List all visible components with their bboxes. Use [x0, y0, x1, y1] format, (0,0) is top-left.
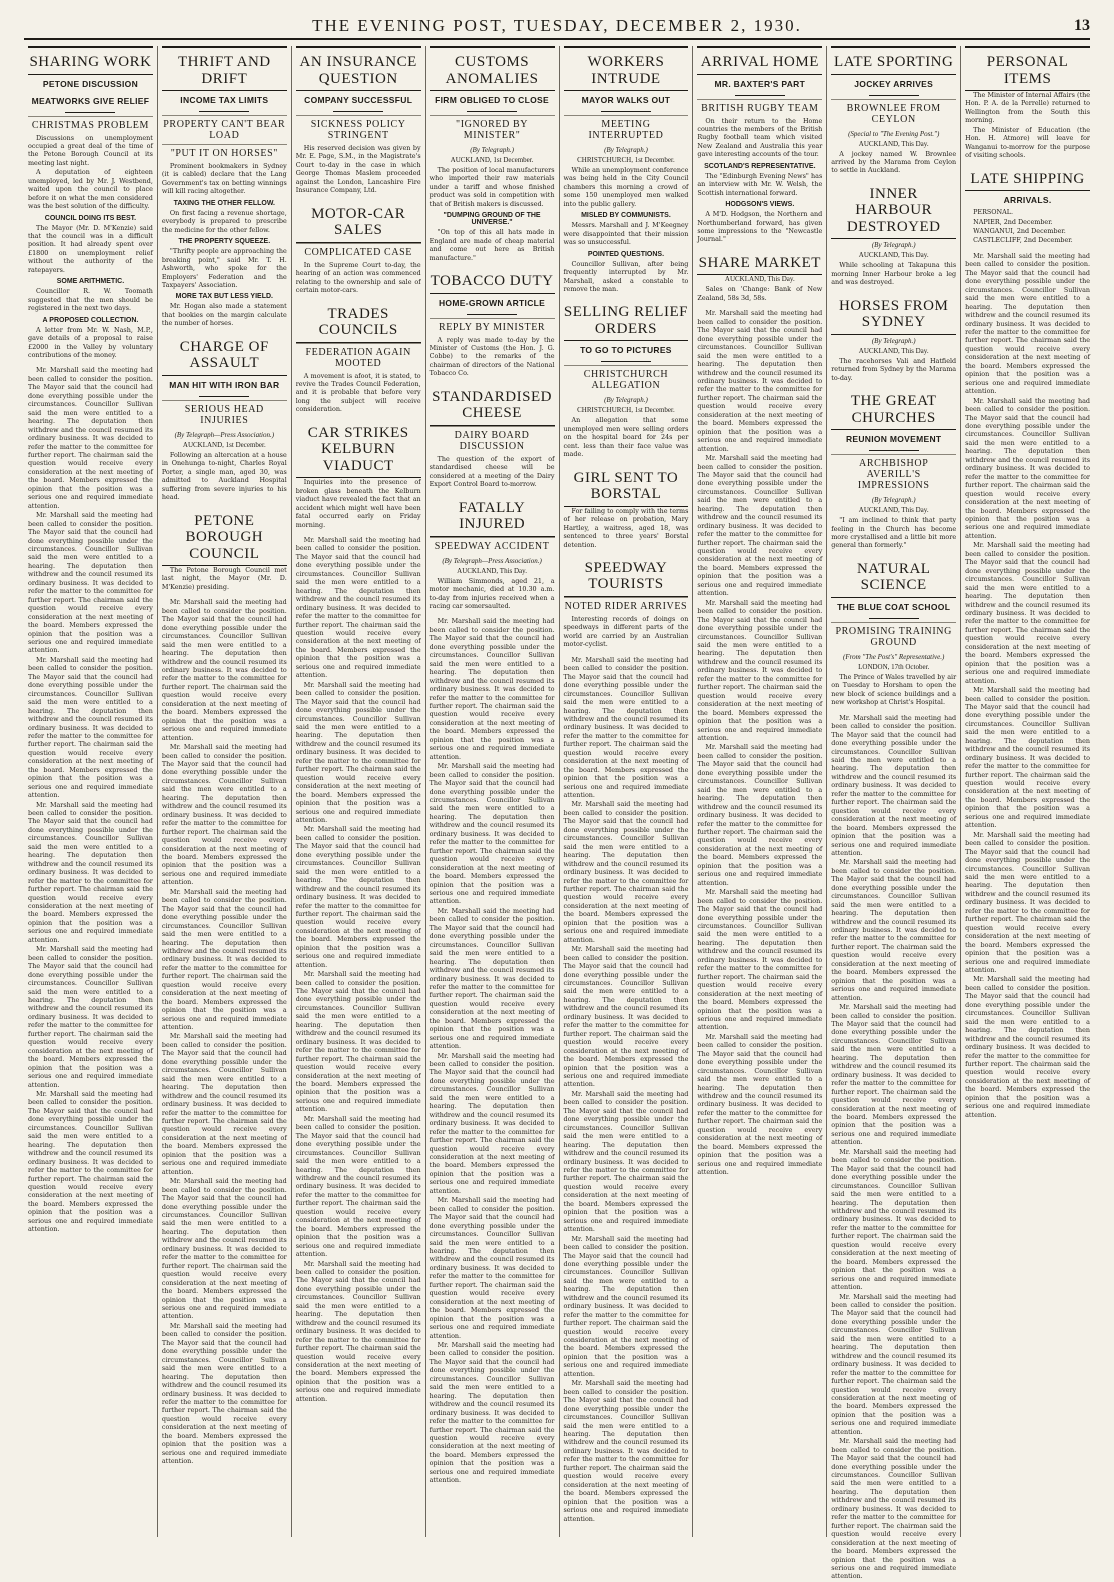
article-dateline: AUCKLAND, This Day.: [858, 139, 929, 148]
body-paragraph: Mr. Marshall said the meeting had been called to consider the position. The Mayor said that the council had done everything possible under the circumstances. Councillor Sullivan said the men were entitled to a hearing. The deputation then withdrew and the council resumed its ordinary business. It was decided to refer the matter to the committee for further report. The chairman said the question would receive every consideration at the next meeting of the board. Members expressed the opinion that the position was a serious one and required immediate attention.: [697, 309, 823, 453]
article-byline: (By Telegraph.): [871, 336, 916, 345]
article: [831, 389, 956, 551]
article: [831, 46, 956, 176]
divider: [199, 396, 249, 397]
article-paragraph: Councillor R. W. Toomath suggested that the men should be registered in the next two days.: [28, 287, 153, 313]
article: [697, 46, 822, 245]
article-paragraph: "On top of this all hats made in England are made of cheap material and come out here as British manufacture.": [429, 228, 555, 262]
article-paragraph: Inquiries into the presence of broken glass beneath the Kelburn viaduct have revealed the fact that an accident which might well have been fatal occurred early on Friday morning.: [295, 478, 421, 529]
divider: [601, 111, 651, 112]
article: [162, 335, 287, 503]
column-body-text: [296, 536, 421, 1537]
article: [965, 46, 1090, 161]
article: [831, 294, 956, 383]
body-paragraph: Mr. Marshall said the meeting had been called to consider the position. The Mayor said that the council had done everything possible under the circumstances. Councillor Sullivan said the men were entitled to a hearing. The deputation then withdrew and the council resumed its ordinary business. It was decided to refer the matter to the committee for further report. The chairman said the question would receive every consideration at the next meeting of the board. Members expressed the opinion that the position was a serious one and required immediate attention.: [429, 1196, 555, 1340]
column-body-text: [430, 617, 555, 1537]
divider: [601, 361, 651, 362]
article-subhead: REUNION MOVEMENT: [845, 434, 942, 445]
body-paragraph: Mr. Marshall said the meeting had been called to consider the position. The Mayor said that the council had done everything possible under the circumstances. Councillor Sullivan said the men were entitled to a hearing. The deputation then withdrew and the council resumed its ordinary business. It was decided to refer the matter to the committee for further report. The chairman said the question would receive every consideration at the next meeting of the board. Members expressed the opinion that the position was a serious one and required immediate attention.: [831, 1437, 957, 1581]
article: [564, 466, 689, 550]
body-paragraph: Mr. Marshall said the meeting had been called to consider the position. The Mayor said that the council had done everything possible under the circumstances. Councillor Sullivan said the men were entitled to a hearing. The deputation then withdrew and the council resumed its ordinary business. It was decided to refer the matter to the committee for further report. The chairman said the question would receive every consideration at the next meeting of the board. Members expressed the opinion that the position was a serious one and required immediate attention.: [28, 511, 153, 655]
article-paragraph: The Mayor (Mr. D. M'Kenzie) said that the council was in a difficult position. It had already spent over £1800 on unemployment relief without the authority of the ratepayers.: [28, 223, 153, 274]
article: [430, 496, 555, 612]
article-subhead: MR. BAXTER'S PART: [714, 78, 806, 89]
article-dateline: CHRISTCHURCH, 1st December.: [577, 406, 675, 415]
article: [831, 182, 956, 288]
article-paragraph: Prominent bookmakers in Sydney (it is cabled) declare that the Lang Government's tax on betting winnings will kill racing altogether.: [161, 162, 287, 196]
body-paragraph: Mr. Marshall said the meeting had been called to consider the position. The Mayor said that the council had done everything possible under the circumstances. Councillor Sullivan said the men were entitled to a hearing. The deputation then withdrew and the council resumed its ordinary business. It was decided to refer the matter to the committee for further report. The chairman said the question would receive every consideration at the next meeting of the board. Members expressed the opinion that the position was a serious one and required immediate attention.: [28, 945, 153, 1089]
article-deck: MEETING INTERRUPTED: [564, 115, 689, 144]
article-headline: SHARE MARKET: [697, 251, 822, 276]
body-paragraph: Mr. Marshall said the meeting had been called to consider the position. The Mayor said that the council had done everything possible under the circumstances. Councillor Sullivan said the men were entitled to a hearing. The deputation then withdrew and the council resumed its ordinary business. It was decided to refer the matter to the committee for further report. The chairman said the question would receive every consideration at the next meeting of the board. Members expressed the opinion that the position was a serious one and required immediate attention.: [831, 858, 957, 1002]
article-byline: (By Telegraph—Press Association.): [174, 430, 275, 439]
body-paragraph: Mr. Marshall said the meeting had been called to consider the position. The Mayor said that the council had done everything possible under the circumstances. Councillor Sullivan said the men were entitled to a hearing. The deputation then withdrew and the council resumed its ordinary business. It was decided to refer the matter to the committee for further report. The chairman said the question would receive every consideration at the next meeting of the board. Members expressed the opinion that the position was a serious one and required immediate attention.: [563, 1234, 689, 1378]
article-dateline: AUCKLAND, 1st December.: [182, 440, 266, 449]
article-byline: (Special to "The Evening Post."): [848, 129, 940, 138]
article-paragraph: While schooling at Takapuna this morning Inner Harbour broke a leg and was destroyed.: [831, 261, 957, 287]
article-headline: ARRIVAL HOME: [697, 46, 822, 75]
article-deck: PROPERTY CAN'T BEAR LOAD: [162, 115, 287, 144]
body-paragraph: Mr. Marshall said the meeting had been called to consider the position. The Mayor said that the council had done everything possible under the circumstances. Councillor Sullivan said the men were entitled to a hearing. The deputation then withdrew and the council resumed its ordinary business. It was decided to refer the matter to the committee for further report. The chairman said the question would receive every consideration at the next meeting of the board. Members expressed the opinion that the position was a serious one and required immediate attention.: [965, 251, 1090, 396]
article-paragraph: Following an altercation at a house in Onehunga to-night, Charles Royal Porter, a single man, aged 30, was admitted to Auckland Hospital suffering from severe injuries to his head.: [161, 450, 287, 502]
body-paragraph: Mr. Marshall said the meeting had been called to consider the position. The Mayor said that the council had done everything possible under the circumstances. Councillor Sullivan said the men were entitled to a hearing. The deputation then withdrew and the council resumed its ordinary business. It was decided to refer the matter to the committee for further report. The chairman said the question would receive every consideration at the next meeting of the board. Members expressed the opinion that the position was a serious one and required immediate attention.: [429, 906, 555, 1051]
article-paragraph: Mr. Hogan also made a statement that bookies on the margin calculate the number of horses.: [161, 302, 287, 328]
article-subhead: PETONE DISCUSSION: [42, 78, 139, 89]
article-headline: INNER HARBOUR DESTROYED: [831, 182, 956, 240]
article-deck: BRITISH RUGBY TEAM: [697, 99, 822, 117]
article-headline: TRADES COUNCILS: [296, 302, 421, 343]
article-headline: CAR STRIKES KELBURN VIADUCT: [296, 421, 421, 479]
section-title: HODGSON'S VIEWS.: [725, 201, 795, 209]
article: [564, 556, 689, 650]
divider: [333, 111, 383, 112]
column-body-text: [28, 366, 153, 1537]
article: [697, 251, 822, 303]
article-paragraph: The Prince of Wales travelled by air on Tuesday to Horsham to open the new block of science buildings and a new workshop at Christ's Hospital.: [831, 672, 957, 707]
article-deck: NOTED RIDER ARRIVES: [564, 597, 689, 615]
article-paragraph: Councillor Sullivan, after being frequently interrupted by Mr. Marshall, asked a constable to remove the man.: [563, 259, 689, 293]
article-headline: CUSTOMS ANOMALIES: [430, 46, 555, 91]
section-title: MORE TAX BUT LESS YIELD.: [175, 293, 273, 301]
body-paragraph: Mr. Marshall said the meeting had been called to consider the position. The Mayor said that the council had done everything possible under the circumstances. Councillor Sullivan said the men were entitled to a hearing. The deputation then withdrew and the council resumed its ordinary business. It was decided to refer the matter to the committee for further report. The chairman said the question would receive every consideration at the next meeting of the board. Members expressed the opinion that the position was a serious one and required immediate attention.: [831, 1147, 957, 1292]
article-byline: (By Telegraph.): [604, 146, 648, 154]
section-title: TAXING THE OTHER FELLOW.: [173, 199, 275, 207]
article-deck: CHRISTMAS PROBLEM: [28, 116, 153, 134]
article-headline: SHARING WORK: [28, 46, 153, 75]
article-paragraph: The Minister of Internal Affairs (the Hon. P. A. de la Perrelle) returned to Wellington from the South this morning.: [965, 91, 1090, 125]
article-paragraph: A M'D. Hodgson, the Northern and Northumberland forward, has given some impressions to the "Newcastle Journal.": [697, 210, 823, 244]
article-headline: SELLING RELIEF ORDERS: [564, 300, 689, 341]
article-byline: (By Telegraph.): [470, 146, 514, 154]
article-deck: ARCHBISHOP AVERILL'S IMPRESSIONS: [831, 454, 956, 494]
section-title: POINTED QUESTIONS.: [587, 250, 665, 258]
article: [162, 509, 287, 593]
body-paragraph: Mr. Marshall said the meeting had been called to consider the position. The Mayor said that the council had done everything possible under the circumstances. Councillor Sullivan said the men were entitled to a hearing. The deputation then withdrew and the council resumed its ordinary business. It was decided to refer the matter to the committee for further report. The chairman said the question would receive every consideration at the next meeting of the board. Members expressed the opinion that the position was a serious one and required immediate attention.: [28, 366, 153, 510]
article-paragraph: The position of local manufacturers who imported their raw materials under a tariff and whose finished product was sold in competition with that of British makers is discussed.: [429, 166, 555, 208]
body-paragraph: Mr. Marshall said the meeting had been called to consider the position. The Mayor said that the council had done everything possible under the circumstances. Councillor Sullivan said the men were entitled to a hearing. The deputation then withdrew and the council resumed its ordinary business. It was decided to refer the matter to the committee for further report. The chairman said the question would receive every consideration at the next meeting of the board. Members expressed the opinion that the position was a serious one and required immediate attention.: [161, 598, 287, 742]
article-paragraph: A deputation of eighteen unemployed, led by Mr. J. Westbend, waited upon the council to place before it on what the men considered was the best solution of the difficulty.: [28, 168, 153, 211]
body-paragraph: Mr. Marshall said the meeting had been called to consider the position. The Mayor said that the council had done everything possible under the circumstances. Councillor Sullivan said the men were entitled to a hearing. The deputation then withdrew and the council resumed its ordinary business. It was decided to refer the matter to the committee for further report. The chairman said the question would receive every consideration at the next meeting of the board. Members expressed the opinion that the position was a serious one and required immediate attention.: [831, 1292, 957, 1436]
article-subhead: THE BLUE COAT SCHOOL: [837, 601, 951, 612]
article-paragraph: The Petone Borough Council met last night, the Mayor (Mr. D. M'Kenzie) presiding.: [161, 566, 287, 591]
body-paragraph: Mr. Marshall said the meeting had been called to consider the position. The Mayor said that the council had done everything possible under the circumstances. Councillor Sullivan said the men were entitled to a hearing. The deputation then withdrew and the council resumed its ordinary business. It was decided to refer the matter to the committee for further report. The chairman said the question would receive every consideration at the next meeting of the board. Members expressed the opinion that the position was a serious one and required immediate attention.: [429, 1340, 555, 1485]
article-paragraph: A letter from Mr. W. Nash, M.P., gave details of a proposal to raise £2000 in the Valley by voluntary contributions of the money.: [28, 325, 153, 360]
article-headline: LATE SPORTING: [831, 46, 956, 75]
column-4: [426, 46, 560, 1537]
body-paragraph: Mr. Marshall said the meeting had been called to consider the position. The Mayor said that the council had done everything possible under the circumstances. Councillor Sullivan said the men were entitled to a hearing. The deputation then withdrew and the council resumed its ordinary business. It was decided to refer the matter to the committee for further report. The chairman said the question would receive every consideration at the next meeting of the board. Members expressed the opinion that the position was a serious one and required immediate attention.: [965, 975, 1090, 1119]
column-body-text: [831, 714, 956, 1582]
article-paragraph: WANGANUI, 2nd December.: [973, 227, 1066, 236]
body-paragraph: Mr. Marshall said the meeting had been called to consider the position. The Mayor said that the council had done everything possible under the circumstances. Councillor Sullivan said the men were entitled to a hearing. The deputation then withdrew and the council resumed its ordinary business. It was decided to refer the matter to the committee for further report. The chairman said the question would receive every consideration at the next meeting of the board. Members expressed the opinion that the position was a serious one and required immediate attention.: [28, 655, 153, 800]
column-8: [961, 46, 1094, 1537]
article-dateline: AUCKLAND, This Day.: [724, 275, 795, 284]
body-paragraph: Mr. Marshall said the meeting had been called to consider the position. The Mayor said that the council had done everything possible under the circumstances. Councillor Sullivan said the men were entitled to a hearing. The deputation then withdrew and the council resumed its ordinary business. It was decided to refer the matter to the committee for further report. The chairman said the question would receive every consideration at the next meeting of the board. Members expressed the opinion that the position was a serious one and required immediate attention.: [697, 888, 823, 1032]
divider: [65, 112, 115, 113]
section-title: COUNCIL DOING ITS BEST.: [44, 214, 137, 222]
article: [296, 46, 421, 196]
article-paragraph: A reply was made to-day by the Minister of Customs (the Hon. J. G. Cobbe) to the remarks of the chairman of directors of the National Tobacco Co.: [429, 335, 555, 378]
body-paragraph: Mr. Marshall said the meeting had been called to consider the position. The Mayor said that the council had done everything possible under the circumstances. Councillor Sullivan said the men were entitled to a hearing. The deputation then withdrew and the council resumed its ordinary business. It was decided to refer the matter to the committee for further report. The chairman said the question would receive every consideration at the next meeting of the board. Members expressed the opinion that the position was a serious one and required immediate attention.: [429, 1051, 555, 1195]
article: [965, 167, 1090, 246]
section-title: SCOTLAND'S REPRESENTATIVE.: [704, 162, 816, 170]
body-paragraph: Mr. Marshall said the meeting had been called to consider the position. The Mayor said that the council had done everything possible under the circumstances. Councillor Sullivan said the men were entitled to a hearing. The deputation then withdrew and the council resumed its ordinary business. It was decided to refer the matter to the committee for further report. The chairman said the question would receive every consideration at the next meeting of the board. Members expressed the opinion that the position was a serious one and required immediate attention.: [831, 713, 957, 857]
article-byline: (From "The Post's" Representative.): [843, 652, 945, 661]
column-body-text: [162, 598, 287, 1537]
body-paragraph: Mr. Marshall said the meeting had been called to consider the position. The Mayor said that the council had done everything possible under the circumstances. Councillor Sullivan said the men were entitled to a hearing. The deputation then withdrew and the council resumed its ordinary business. It was decided to refer the matter to the committee for further report. The chairman said the question would receive every consideration at the next meeting of the board. Members expressed the opinion that the position was a serious one and required immediate attention.: [563, 800, 689, 944]
article-paragraph: The racehorses Vali and Hatfield returned from Sydney by the Marama to-day.: [831, 356, 957, 382]
article-byline: (By Telegraph—Press Association.): [442, 556, 542, 565]
article-subhead: MEATWORKS GIVE RELIEF: [31, 95, 150, 106]
section-title: "DUMPING GROUND OF THE UNIVERSE.": [443, 212, 541, 227]
article-deck: REPLY BY MINISTER: [430, 318, 555, 336]
article-paragraph: Messrs. Marshall and J. M'Keegney were disappointed that their mission was so unsuccessful.: [563, 221, 689, 247]
article-headline: AN INSURANCE QUESTION: [296, 46, 421, 91]
body-paragraph: Mr. Marshall said the meeting had been called to consider the position. The Mayor said that the council had done everything possible under the circumstances. Councillor Sullivan said the men were entitled to a hearing. The deputation then withdrew and the council resumed its ordinary business. It was decided to refer the matter to the committee for further report. The chairman said the question would receive every consideration at the next meeting of the board. Members expressed the opinion that the position was a serious one and required immediate attention.: [295, 536, 421, 680]
article-paragraph: On first facing a revenue shortage, everybody is prepared to prescribe the medicine for the other fellow.: [161, 208, 287, 234]
divider: [735, 95, 785, 96]
section-title: A PROPOSED COLLECTION.: [42, 316, 139, 324]
body-paragraph: Mr. Marshall said the meeting had been called to consider the position. The Mayor said that the council had done everything possible under the circumstances. Councillor Sullivan said the men were entitled to a hearing. The deputation then withdrew and the council resumed its ordinary business. It was decided to refer the matter to the committee for further report. The chairman said the question would receive every consideration at the next meeting of the board. Members expressed the opinion that the position was a serious one and required immediate attention.: [563, 945, 689, 1089]
article-headline: NATURAL SCIENCE: [831, 557, 956, 598]
column-7: [827, 46, 961, 1581]
body-paragraph: Mr. Marshall said the meeting had been called to consider the position. The Mayor said that the council had done everything possible under the circumstances. Councillor Sullivan said the men were entitled to a hearing. The deputation then withdrew and the council resumed its ordinary business. It was decided to refer the matter to the committee for further report. The chairman said the question would receive every consideration at the next meeting of the board. Members expressed the opinion that the position was a serious one and required immediate attention.: [161, 1032, 287, 1176]
body-paragraph: Mr. Marshall said the meeting had been called to consider the position. The Mayor said that the council had done everything possible under the circumstances. Councillor Sullivan said the men were entitled to a hearing. The deputation then withdrew and the council resumed its ordinary business. It was decided to refer the matter to the committee for further report. The chairman said the question would receive every consideration at the next meeting of the board. Members expressed the opinion that the position was a serious one and required immediate attention.: [563, 1089, 689, 1234]
article-deck: PROMISING TRAINING GROUND: [831, 622, 956, 651]
article-paragraph: Interesting records of doings on speedways in different parts of the world are carried by an Australian motor-cyclist.: [563, 614, 689, 649]
article-subhead: HOME-GROWN ARTICLE: [438, 297, 546, 308]
section-title: SOME ARITHMETIC.: [56, 278, 125, 286]
article-deck: "IGNORED BY MINISTER": [430, 115, 555, 144]
article-deck: COMPLICATED CASE: [296, 243, 421, 261]
article-headline: SPEEDWAY TOURISTS: [564, 556, 689, 597]
body-paragraph: Mr. Marshall said the meeting had been called to consider the position. The Mayor said that the council had done everything possible under the circumstances. Councillor Sullivan said the men were entitled to a hearing. The deputation then withdrew and the council resumed its ordinary business. It was decided to refer the matter to the committee for further report. The chairman said the question would receive every consideration at the next meeting of the board. Members expressed the opinion that the position was a serious one and required immediate attention.: [429, 762, 555, 906]
column-2: [158, 46, 292, 1537]
article-deck: DAIRY BOARD DISCUSSION: [430, 426, 555, 455]
article-subhead: MAYOR WALKS OUT: [581, 95, 671, 105]
article-paragraph: For failing to comply with the terms of her release on probation, Mary Hartley, a waitress, aged 18, was sentenced to three years' Borstal detention.: [563, 506, 689, 549]
article-dateline: AUCKLAND, This Day.: [457, 566, 527, 575]
article: [430, 385, 555, 490]
article-subhead: FIRM OBLIGED TO CLOSE: [435, 95, 549, 105]
article-paragraph: A movement is afoot, it is stated, to revive the Trades Council Federation, and it is probable that before very long the subject will receive consideration.: [295, 371, 421, 414]
divider: [467, 314, 517, 315]
divider: [869, 95, 919, 96]
page-number: 13: [1074, 17, 1090, 34]
body-paragraph: Mr. Marshall said the meeting had been called to consider the position. The Mayor said that the council had done everything possible under the circumstances. Councillor Sullivan said the men were entitled to a hearing. The deputation then withdrew and the council resumed its ordinary business. It was decided to refer the matter to the committee for further report. The chairman said the question would receive every consideration at the next meeting of the board. Members expressed the opinion that the position was a serious one and required immediate attention.: [965, 541, 1090, 685]
article-paragraph: His reserved decision was given by Mr. E. Page, S.M., in the Magistrate's Court to-day in the case in which George Thomas Maslem proceeded against the London, Lancashire Fire Insurance Company, Ltd.: [295, 144, 421, 195]
article-deck: BROWNLEE FROM CEYLON: [831, 99, 956, 128]
article-dateline: AUCKLAND, 1st December.: [450, 156, 534, 164]
article: [430, 46, 555, 263]
article-dateline: AUCKLAND, This Day.: [858, 506, 929, 515]
body-paragraph: Mr. Marshall said the meeting had been called to consider the position. The Mayor said that the council had done everything possible under the circumstances. Councillor Sullivan said the men were entitled to a hearing. The deputation then withdrew and the council resumed its ordinary business. It was decided to refer the matter to the committee for further report. The chairman said the question would receive every consideration at the next meeting of the board. Members expressed the opinion that the position was a serious one and required immediate attention.: [563, 1379, 689, 1523]
article-subhead: JOCKEY ARRIVES: [854, 78, 934, 89]
body-paragraph: Mr. Marshall said the meeting had been called to consider the position. The Mayor said that the council had done everything possible under the circumstances. Councillor Sullivan said the men were entitled to a hearing. The deputation then withdrew and the council resumed its ordinary business. It was decided to refer the matter to the committee for further report. The chairman said the question would receive every consideration at the next meeting of the board. Members expressed the opinion that the position was a serious one and required immediate attention.: [965, 396, 1090, 540]
body-paragraph: Mr. Marshall said the meeting had been called to consider the position. The Mayor said that the council had done everything possible under the circumstances. Councillor Sullivan said the men were entitled to a hearing. The deputation then withdrew and the council resumed its ordinary business. It was decided to refer the matter to the committee for further report. The chairman said the question would receive every consideration at the next meeting of the board. Members expressed the opinion that the position was a serious one and required immediate attention.: [563, 655, 689, 800]
article: [296, 202, 421, 296]
body-paragraph: Mr. Marshall said the meeting had been called to consider the position. The Mayor said that the council had done everything possible under the circumstances. Councillor Sullivan said the men were entitled to a hearing. The deputation then withdrew and the council resumed its ordinary business. It was decided to refer the matter to the committee for further report. The chairman said the question would receive every consideration at the next meeting of the board. Members expressed the opinion that the position was a serious one and required immediate attention.: [295, 825, 421, 969]
article-headline: THE GREAT CHURCHES: [831, 389, 956, 430]
divider: [869, 618, 919, 619]
article-subhead: COMPANY SUCCESSFUL: [304, 95, 413, 105]
article: [831, 557, 956, 708]
article-dateline: AUCKLAND, This Day.: [858, 251, 929, 260]
article-dateline: CHRISTCHURCH, 1st December.: [577, 156, 675, 164]
column-6: [693, 46, 827, 1537]
article-headline: STANDARDISED CHEESE: [430, 385, 555, 426]
article-dateline: LONDON, 17th October.: [858, 662, 930, 671]
newspaper-columns: [24, 46, 1094, 1581]
body-paragraph: Mr. Marshall said the meeting had been called to consider the position. The Mayor said that the council had done everything possible under the circumstances. Councillor Sullivan said the men were entitled to a hearing. The deputation then withdrew and the council resumed its ordinary business. It was decided to refer the matter to the committee for further report. The chairman said the question would receive every consideration at the next meeting of the board. Members expressed the opinion that the position was a serious one and required immediate attention.: [429, 617, 555, 761]
article-paragraph: William Simmonds, aged 21, a motor mechanic, died at 10.30 a.m. to-day from injuries received when a racing car somersaulted.: [429, 576, 555, 611]
article-paragraph: "Thrifty people are approaching the breaking point," said Mr. T. H. Ashworth, who spoke for the Employers' Federation and the Taxpayers' Association.: [161, 247, 287, 289]
article-paragraph: On their return to the Home countries the members of the British Rugby football team which visited New Zealand and Australia this year gave interesting accounts of the tour.: [697, 116, 823, 159]
article-deck: "PUT IT ON HORSES": [162, 144, 287, 162]
article-subhead: INCOME TAX LIMITS: [180, 95, 269, 105]
divider: [869, 450, 919, 451]
article-headline: MOTOR-CAR SALES: [296, 202, 421, 243]
article: [28, 46, 153, 360]
article-paragraph: "I am inclined to think that party feeling in the Church has become more crystallised and a little bit more general than formerly.": [831, 516, 957, 550]
article-headline: HORSES FROM SYDNEY: [831, 294, 956, 335]
section-title: THE PROPERTY SQUEEZE.: [178, 238, 271, 246]
column-body-text: [564, 656, 689, 1537]
article-byline: (By Telegraph.): [871, 496, 916, 505]
body-paragraph: Mr. Marshall said the meeting had been called to consider the position. The Mayor said that the council had done everything possible under the circumstances. Councillor Sullivan said the men were entitled to a hearing. The deputation then withdrew and the council resumed its ordinary business. It was decided to refer the matter to the committee for further report. The chairman said the question would receive every consideration at the next meeting of the board. Members expressed the opinion that the position was a serious one and required immediate attention.: [161, 1177, 287, 1321]
body-paragraph: Mr. Marshall said the meeting had been called to consider the position. The Mayor said that the council had done everything possible under the circumstances. Councillor Sullivan said the men were entitled to a hearing. The deputation then withdrew and the council resumed its ordinary business. It was decided to refer the matter to the committee for further report. The chairman said the question would receive every consideration at the next meeting of the board. Members expressed the opinion that the position was a serious one and required immediate attention.: [697, 1032, 823, 1177]
article-subhead: MAN HIT WITH IRON BAR: [169, 379, 280, 390]
article-headline: CHARGE OF ASSAULT: [162, 335, 287, 376]
article-paragraph: NAPIER, 2nd December.: [973, 217, 1053, 226]
article: [430, 269, 555, 379]
article-deck: FEDERATION AGAIN MOOTED: [296, 343, 421, 372]
column-body-text: [965, 252, 1090, 1537]
article-paragraph: A jockey named W. Brownlee arrived by the Marama from Ceylon to settle in Auckland.: [831, 149, 957, 175]
article-headline: FATALLY INJURED: [430, 496, 555, 537]
article-paragraph: PERSONAL.: [973, 208, 1014, 217]
body-paragraph: Mr. Marshall said the meeting had been called to consider the position. The Mayor said that the council had done everything possible under the circumstances. Councillor Sullivan said the men were entitled to a hearing. The deputation then withdrew and the council resumed its ordinary business. It was decided to refer the matter to the committee for further report. The chairman said the question would receive every consideration at the next meeting of the board. Members expressed the opinion that the position was a serious one and required immediate attention.: [831, 1003, 957, 1147]
article-paragraph: CASTLECLIFF, 2nd December.: [973, 236, 1073, 245]
article-headline: PERSONAL ITEMS: [965, 46, 1090, 91]
article-subhead: ARRIVALS.: [1003, 195, 1052, 206]
body-paragraph: Mr. Marshall said the meeting had been called to consider the position. The Mayor said that the council had done everything possible under the circumstances. Councillor Sullivan said the men were entitled to a hearing. The deputation then withdrew and the council resumed its ordinary business. It was decided to refer the matter to the committee for further report. The chairman said the question would receive every consideration at the next meeting of the board. Members expressed the opinion that the position was a serious one and required immediate attention.: [965, 830, 1090, 974]
article-headline: WORKERS INTRUDE: [564, 46, 689, 91]
article-dateline: AUCKLAND, This Day.: [858, 346, 929, 355]
article: [564, 46, 689, 294]
article-byline: (By Telegraph.): [871, 241, 916, 250]
body-paragraph: Mr. Marshall said the meeting had been called to consider the position. The Mayor said that the council had done everything possible under the circumstances. Councillor Sullivan said the men were entitled to a hearing. The deputation then withdrew and the council resumed its ordinary business. It was decided to refer the matter to the committee for further report. The chairman said the question would receive every consideration at the next meeting of the board. Members expressed the opinion that the position was a serious one and required immediate attention.: [28, 800, 153, 944]
article-deck: SICKNESS POLICY STRINGENT: [296, 115, 421, 144]
body-paragraph: Mr. Marshall said the meeting had been called to consider the position. The Mayor said that the council had done everything possible under the circumstances. Councillor Sullivan said the men were entitled to a hearing. The deputation then withdrew and the council resumed its ordinary business. It was decided to refer the matter to the committee for further report. The chairman said the question would receive every consideration at the next meeting of the board. Members expressed the opinion that the position was a serious one and required immediate attention.: [295, 970, 421, 1114]
article-deck: CHRISTCHURCH ALLEGATION: [564, 365, 689, 394]
body-paragraph: Mr. Marshall said the meeting had been called to consider the position. The Mayor said that the council had done everything possible under the circumstances. Councillor Sullivan said the men were entitled to a hearing. The deputation then withdrew and the council resumed its ordinary business. It was decided to refer the matter to the committee for further report. The chairman said the question would receive every consideration at the next meeting of the board. Members expressed the opinion that the position was a serious one and required immediate attention.: [161, 1321, 287, 1466]
column-5: [560, 46, 694, 1537]
article-paragraph: Discussions on unemployment occupied a great deal of the time of the Petone Borough Council at its meeting last night.: [28, 133, 153, 167]
article-paragraph: An allegation that some unemployed men were selling orders on the hospital board for 24s per cent. less than their face value was made.: [563, 416, 689, 459]
article-headline: THRIFT AND DRIFT: [162, 46, 287, 91]
article-subhead: TO GO TO PICTURES: [580, 345, 672, 356]
body-paragraph: Mr. Marshall said the meeting had been called to consider the position. The Mayor said that the council had done everything possible under the circumstances. Councillor Sullivan said the men were entitled to a hearing. The deputation then withdrew and the council resumed its ordinary business. It was decided to refer the matter to the committee for further report. The chairman said the question would receive every consideration at the next meeting of the board. Members expressed the opinion that the position was a serious one and required immediate attention.: [697, 743, 823, 887]
divider: [467, 111, 517, 112]
article: [296, 302, 421, 415]
body-paragraph: Mr. Marshall said the meeting had been called to consider the position. The Mayor said that the council had done everything possible under the circumstances. Councillor Sullivan said the men were entitled to a hearing. The deputation then withdrew and the council resumed its ordinary business. It was decided to refer the matter to the committee for further report. The chairman said the question would receive every consideration at the next meeting of the board. Members expressed the opinion that the position was a serious one and required immediate attention.: [697, 454, 823, 598]
article-deck: SPEEDWAY ACCIDENT: [430, 537, 555, 555]
body-paragraph: Mr. Marshall said the meeting had been called to consider the position. The Mayor said that the council had done everything possible under the circumstances. Councillor Sullivan said the men were entitled to a hearing. The deputation then withdrew and the council resumed its ordinary business. It was decided to refer the matter to the committee for further report. The chairman said the question would receive every consideration at the next meeting of the board. Members expressed the opinion that the position was a serious one and required immediate attention.: [697, 598, 823, 742]
article-paragraph: While an unemployment conference was being held in the City Council chambers this morning a crowd of some 150 unemployed men walked into the public gallery.: [563, 166, 689, 208]
body-paragraph: Mr. Marshall said the meeting had been called to consider the position. The Mayor said that the council had done everything possible under the circumstances. Councillor Sullivan said the men were entitled to a hearing. The deputation then withdrew and the council resumed its ordinary business. It was decided to refer the matter to the committee for further report. The chairman said the question would receive every consideration at the next meeting of the board. Members expressed the opinion that the position was a serious one and required immediate attention.: [965, 686, 1090, 830]
body-paragraph: Mr. Marshall said the meeting had been called to consider the position. The Mayor said that the council had done everything possible under the circumstances. Councillor Sullivan said the men were entitled to a hearing. The deputation then withdrew and the council resumed its ordinary business. It was decided to refer the matter to the committee for further report. The chairman said the question would receive every consideration at the next meeting of the board. Members expressed the opinion that the position was a serious one and required immediate attention.: [295, 1114, 421, 1259]
article-paragraph: In the Supreme Court to-day, the hearing of an action was commenced relating to the ownership and sale of certain motor-cars.: [295, 260, 421, 295]
article-paragraph: The Minister of Education (the Hon. H. Atmore) will leave for Wanganui to-morrow for the purpose of visiting schools.: [965, 125, 1090, 160]
article-paragraph: Sales on 'Change: Bank of New Zealand, 58s 3d, 58s.: [697, 285, 823, 302]
body-paragraph: Mr. Marshall said the meeting had been called to consider the position. The Mayor said that the council had done everything possible under the circumstances. Councillor Sullivan said the men were entitled to a hearing. The deputation then withdrew and the council resumed its ordinary business. It was decided to refer the matter to the committee for further report. The chairman said the question would receive every consideration at the next meeting of the board. Members expressed the opinion that the position was a serious one and required immediate attention.: [295, 680, 421, 824]
body-paragraph: Mr. Marshall said the meeting had been called to consider the position. The Mayor said that the council had done everything possible under the circumstances. Councillor Sullivan said the men were entitled to a hearing. The deputation then withdrew and the council resumed its ordinary business. It was decided to refer the matter to the committee for further report. The chairman said the question would receive every consideration at the next meeting of the board. Members expressed the opinion that the position was a serious one and required immediate attention.: [161, 887, 287, 1032]
article-byline: (By Telegraph.): [604, 396, 648, 405]
body-paragraph: Mr. Marshall said the meeting had been called to consider the position. The Mayor said that the council had done everything possible under the circumstances. Councillor Sullivan said the men were entitled to a hearing. The deputation then withdrew and the council resumed its ordinary business. It was decided to refer the matter to the committee for further report. The chairman said the question would receive every consideration at the next meeting of the board. Members expressed the opinion that the position was a serious one and required immediate attention.: [28, 1089, 153, 1234]
article-deck: SERIOUS HEAD INJURIES: [162, 400, 287, 429]
article-headline: PETONE BOROUGH COUNCIL: [162, 509, 287, 567]
body-paragraph: Mr. Marshall said the meeting had been called to consider the position. The Mayor said that the council had done everything possible under the circumstances. Councillor Sullivan said the men were entitled to a hearing. The deputation then withdrew and the council resumed its ordinary business. It was decided to refer the matter to the committee for further report. The chairman said the question would receive every consideration at the next meeting of the board. Members expressed the opinion that the position was a serious one and required immediate attention.: [295, 1259, 421, 1403]
column-1: [24, 46, 158, 1537]
section-title: MISLED BY COMMUNISTS.: [581, 212, 671, 220]
article: [162, 46, 287, 329]
masthead: [24, 14, 1090, 40]
article-paragraph: The "Edinburgh Evening News" has an interview with Mr. W. Welsh, the Scottish international forward.: [697, 171, 823, 197]
body-paragraph: Mr. Marshall said the meeting had been called to consider the position. The Mayor said that the council had done everything possible under the circumstances. Councillor Sullivan said the men were entitled to a hearing. The deputation then withdrew and the council resumed its ordinary business. It was decided to refer the matter to the committee for further report. The chairman said the question would receive every consideration at the next meeting of the board. Members expressed the opinion that the position was a serious one and required immediate attention.: [161, 743, 287, 887]
divider: [199, 111, 249, 112]
article-headline: TOBACCO DUTY: [430, 269, 555, 294]
masthead-title: THE EVENING POST, TUESDAY, DECEMBER 2, 1930.: [312, 16, 802, 35]
article-headline: LATE SHIPPING: [965, 167, 1090, 192]
column-body-text: [697, 309, 822, 1537]
column-3: [292, 46, 426, 1537]
article-headline: GIRL SENT TO BORSTAL: [564, 466, 689, 507]
article-paragraph: The question of the export of standardised cheese will be considered at a meeting of the Dairy Export Control Board to-morrow.: [429, 454, 555, 489]
article: [296, 421, 421, 530]
article: [564, 300, 689, 459]
